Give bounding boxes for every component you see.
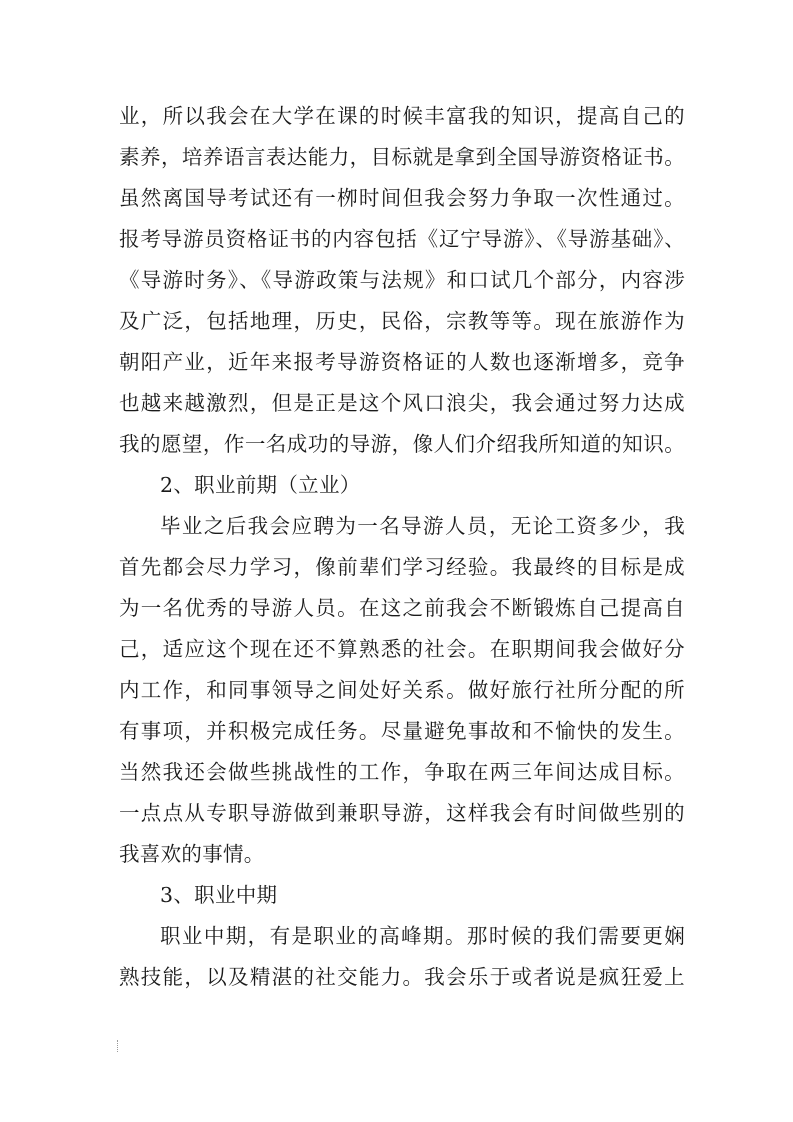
section-heading: 3、职业中期 [160, 883, 278, 907]
text-line: 我的愿望，作一名成功的导游，像人们介绍我所知道的知识。 [119, 432, 685, 456]
text-line: 毕业之后我会应聘为一名导游人员，无论工资多少，我 [160, 514, 685, 538]
section-heading: 2、职业前期（立业） [160, 473, 361, 497]
text-line: 熟技能，以及精湛的社交能力。我会乐于或者说是疯狂爱上 [119, 965, 685, 989]
text-line: 当然我还会做些挑战性的工作，争取在两三年间达成目标。 [119, 760, 685, 784]
document-body [119, 96, 685, 998]
text-line: 及广泛，包括地理，历史，民俗，宗教等等。现在旅游作为 [119, 309, 685, 333]
text-line: 虽然离国导考试还有一栁时间但我会努力争取一次性通过。 [119, 186, 685, 210]
text-line: 为一名优秀的导游人员。在这之前我会不断锻炼自己提高自 [119, 596, 685, 620]
text-line: 首先都会尽力学习，像前辈们学习经验。我最终的目标是成 [119, 555, 685, 579]
text-line: 一点点从专职导游做到兼职导游，这样我会有时间做些别的 [119, 801, 685, 825]
text-line: 职业中期，有是职业的高峰期。那时候的我们需要更娴 [160, 924, 685, 948]
text-line: 业，所以我会在大学在课的时候丰富我的知识，提高自己的 [119, 104, 685, 128]
text-line: 我喜欢的事情。 [119, 842, 265, 866]
text-line: 也越来越激烈，但是正是这个风口浪尖，我会通过努力达成 [119, 391, 685, 415]
text-line: 有事项，并积极完成任务。尽量避免事故和不愉快的发生。 [119, 719, 685, 743]
text-line: 《导游时务》、《导游政策与法规》和口试几个部分，内容涉 [119, 268, 685, 292]
text-line: 己，适应这个现在还不算熟悉的社会。在职期间我会做好分 [119, 637, 685, 661]
text-line: 素养，培养语言表达能力，目标就是拿到全国导游资格证书。 [119, 145, 685, 169]
text-line: 内工作，和同事领导之间处好关系。做好旅行社所分配的所 [119, 678, 685, 702]
text-line: 朝阳产业，近年来报考导游资格证的人数也逐渐增多，竞争 [119, 350, 685, 374]
text-line: 报考导游员资格证书的内容包括《辽宁导游》、《导游基础》、 [119, 227, 685, 251]
margin-marker [117, 1040, 119, 1052]
